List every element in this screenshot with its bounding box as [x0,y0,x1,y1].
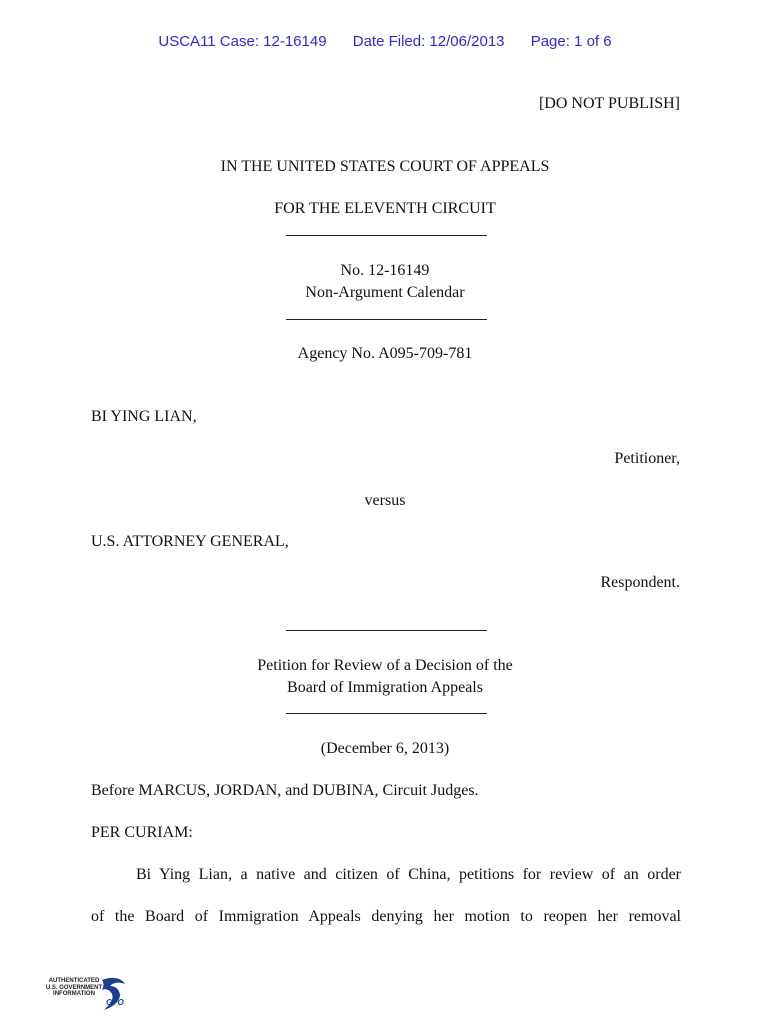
case-number-stamp: USCA11 Case: 12-16149 [158,33,327,50]
judges-panel: Before MARCUS, JORDAN, and DUBINA, Circuit Judges. [91,782,479,799]
page-count-stamp: Page: 1 of 6 [530,33,612,50]
eagle-icon [98,974,128,1014]
opinion-line: of the Board of Immigration Appeals denying her motion to reopen her removal [91,908,681,925]
publication-notice: [DO NOT PUBLISH] [538,95,680,112]
versus-label: versus [364,492,406,509]
circuit-name: FOR THE ELEVENTH CIRCUIT [274,200,496,217]
petition-board: Board of Immigration Appeals [287,679,483,696]
agency-number: Agency No. A095-709-781 [297,345,473,362]
calendar-type: Non-Argument Calendar [305,284,465,301]
per-curiam-heading: PER CURIAM: [91,824,193,841]
respondent-name: U.S. ATTORNEY GENERAL, [91,533,289,550]
petitioner-role: Petitioner, [614,450,680,467]
filing-header [0,33,770,50]
respondent-role: Respondent. [600,574,680,591]
date-filed-stamp: Date Filed: 12/06/2013 [352,33,505,50]
logo-text: AUTHENTICATED U.S. GOVERNMENT INFORMATION [45,978,103,997]
docket-number: No. 12-16149 [340,262,430,279]
court-name: IN THE UNITED STATES COURT OF APPEALS [220,158,550,175]
gpo-authentication-logo [44,974,130,1018]
petitioner-name: BI YING LIAN, [91,408,197,425]
separator-rule [286,235,487,236]
separator-rule [286,630,487,631]
opinion-line: Bi Ying Lian, a native and citizen of China, petitions for review of an order [136,866,681,883]
gpo-mark: GPO [106,998,124,1007]
decision-date: (December 6, 2013) [320,740,450,757]
separator-rule [286,713,487,714]
petition-description: Petition for Review of a Decision of the [257,657,513,674]
separator-rule [286,319,487,320]
